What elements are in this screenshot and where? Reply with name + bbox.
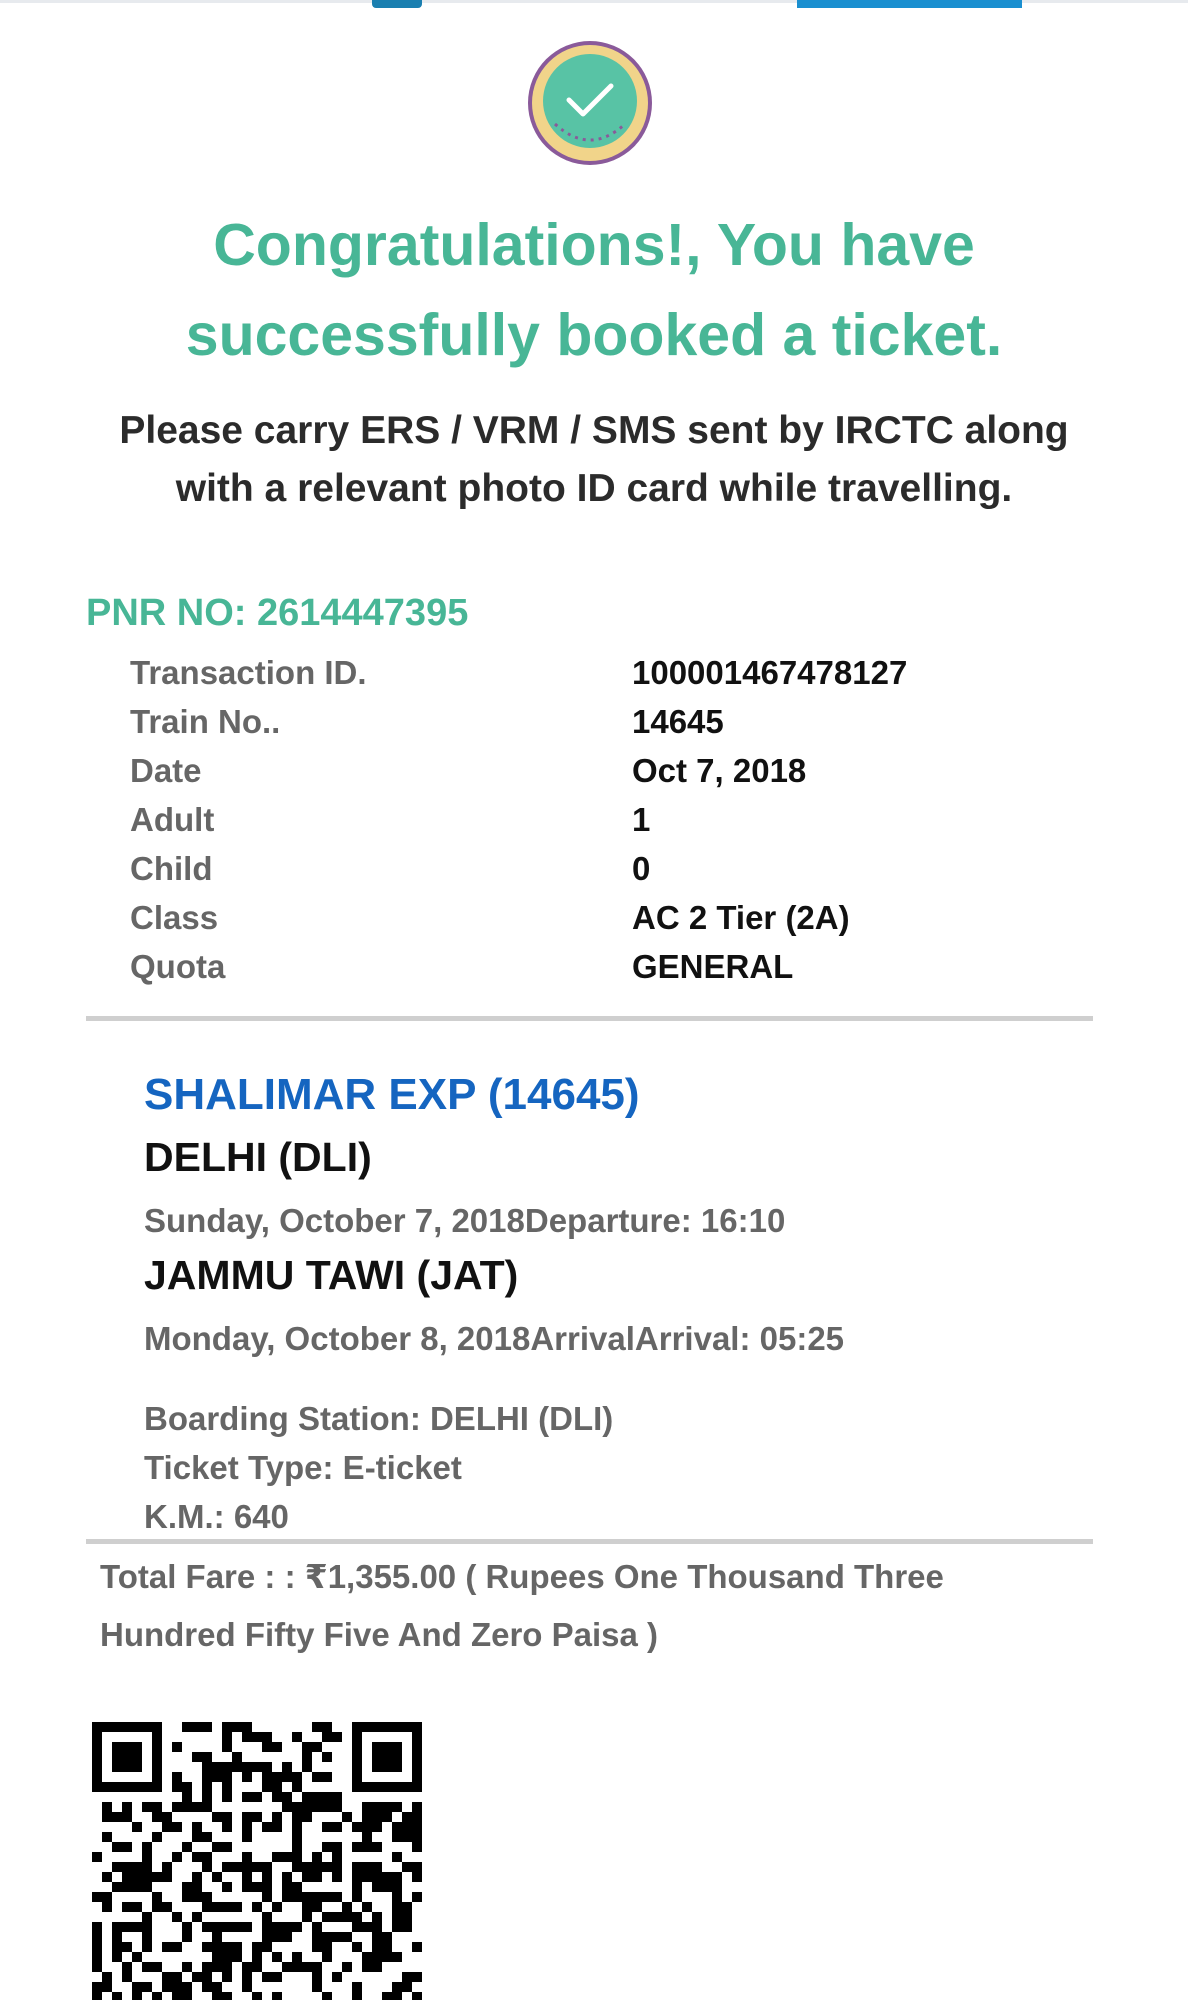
- fare-line-2: Hundred Fifty Five And Zero Paisa ): [100, 1616, 659, 1653]
- detail-row-adult: [130, 795, 907, 844]
- detail-label: Class: [130, 898, 219, 936]
- nav-tab-indicator[interactable]: [372, 0, 422, 8]
- origin-station: DELHI (DLI): [144, 1134, 372, 1180]
- notice-line-1: Please carry ERS / VRM / SMS sent by IRCTC along: [119, 409, 1069, 452]
- detail-label: Date: [130, 751, 202, 789]
- detail-row-quota: [130, 942, 907, 991]
- detail-value: AC 2 Tier (2A): [632, 898, 850, 936]
- detail-value: 0: [632, 849, 651, 887]
- detail-value: GENERAL: [632, 947, 794, 985]
- fare-line-1: Total Fare : : ₹1,355.00 ( Rupees One Thousand Three: [100, 1558, 944, 1595]
- distance-km: K.M.: 640: [144, 1498, 289, 1535]
- ticket-type: Ticket Type: E-ticket: [144, 1449, 462, 1486]
- travel-notice: [0, 402, 1188, 518]
- detail-label: Train No..: [130, 702, 281, 740]
- train-name: SHALIMAR EXP (14645): [144, 1070, 640, 1119]
- detail-row-date: [130, 746, 907, 795]
- pnr-number: PNR NO: 2614447395: [86, 592, 469, 634]
- detail-label: Child: [130, 849, 213, 887]
- detail-row-child: [130, 844, 907, 893]
- notice-line-2: with a relevant photo ID card while travelling.: [175, 467, 1013, 510]
- checkmark-badge-icon: [525, 38, 655, 168]
- headline-line-1: Congratulations!, You have: [213, 212, 975, 278]
- detail-row-transaction-id: [130, 648, 907, 697]
- total-fare: [100, 1548, 1060, 1664]
- arrival-info: Monday, October 8, 2018ArrivalArrival: 05:25: [144, 1320, 845, 1357]
- destination-station: JAMMU TAWI (JAT): [144, 1252, 519, 1298]
- boarding-station: Boarding Station: DELHI (DLI): [144, 1400, 614, 1437]
- detail-label: Adult: [130, 800, 215, 838]
- headline-line-2: successfully booked a ticket.: [185, 302, 1003, 368]
- section-divider: [86, 1016, 1093, 1021]
- detail-label: Transaction ID.: [130, 653, 367, 691]
- detail-value: 1: [632, 800, 651, 838]
- detail-value: 14645: [632, 702, 724, 740]
- top-nav-strip: [0, 0, 1188, 3]
- detail-value: Oct 7, 2018: [632, 751, 807, 789]
- detail-row-train-no: [130, 697, 907, 746]
- qr-code: [92, 1722, 422, 2000]
- detail-row-class: [130, 893, 907, 942]
- detail-label: Quota: [130, 947, 226, 985]
- success-headline: [0, 200, 1188, 380]
- detail-value: 100001467478127: [632, 653, 908, 691]
- departure-info: Sunday, October 7, 2018Departure: 16:10: [144, 1202, 786, 1239]
- booking-details-table: [130, 648, 907, 991]
- section-divider: [86, 1539, 1093, 1544]
- nav-tab-indicator-active[interactable]: [797, 0, 1022, 8]
